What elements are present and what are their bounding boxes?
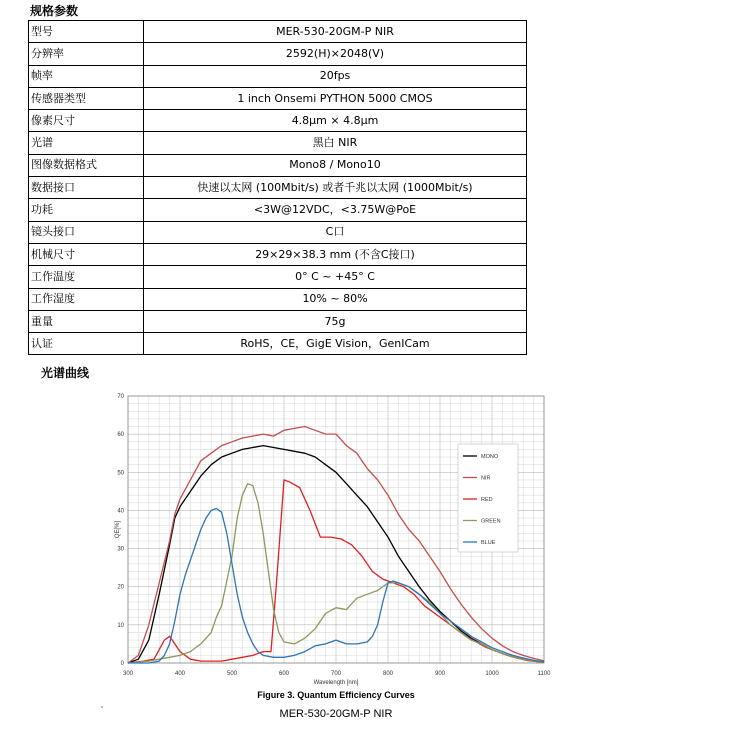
spec-row: [29, 310, 527, 332]
decorative-dot: [101, 706, 103, 708]
spec-key: 像素尺寸: [29, 110, 144, 132]
spec-row: [29, 65, 527, 87]
spec-row: [29, 333, 527, 355]
spec-row: [29, 221, 527, 243]
spec-row: [29, 154, 527, 176]
legend-entry: BLUE: [481, 540, 496, 546]
x-tick-label: 600: [278, 671, 290, 677]
spec-value: 2592(H)×2048(V): [144, 43, 527, 65]
x-tick-label: 700: [330, 671, 342, 677]
spec-key: 帧率: [29, 65, 144, 87]
spec-key: 图像数据格式: [29, 154, 144, 176]
spec-value: <3W@12VDC，<3.75W@PoE: [144, 199, 527, 221]
spec-value: 黑白 NIR: [144, 132, 527, 154]
spec-value: 1 inch Onsemi PYTHON 5000 CMOS: [144, 87, 527, 109]
spec-row: [29, 243, 527, 265]
y-tick-label: 10: [117, 622, 124, 629]
spec-value: MER-530-20GM-P NIR: [144, 21, 527, 43]
spec-row: [29, 288, 527, 310]
spec-value: 75g: [144, 310, 527, 332]
spec-value: RoHS，CE，GigE Vision，GenICam: [144, 333, 527, 355]
spec-row: [29, 87, 527, 109]
x-tick-label: 300: [122, 671, 134, 677]
spec-heading: 规格参数: [30, 4, 79, 18]
spec-key: 光谱: [29, 132, 144, 154]
figure-caption: Figure 3. Quantum Efficiency Curves: [257, 690, 415, 700]
y-tick-label: 40: [117, 508, 124, 515]
spec-value: 0° C ~ +45° C: [144, 266, 527, 288]
y-tick-label: 0: [120, 661, 124, 667]
spec-value: C口: [144, 221, 527, 243]
spec-key: 镜头接口: [29, 221, 144, 243]
spec-value: 20fps: [144, 65, 527, 87]
spec-key: 工作温度: [29, 266, 144, 288]
x-tick-label: 1100: [537, 671, 551, 677]
x-tick-label: 800: [382, 671, 394, 677]
spec-row: [29, 266, 527, 288]
qe-chart: [114, 386, 558, 686]
curve-heading: 光谱曲线: [41, 366, 90, 380]
spec-key: 型号: [29, 21, 144, 43]
spec-key: 认证: [29, 333, 144, 355]
legend-entry: GREEN: [481, 518, 501, 525]
spec-row: [29, 199, 527, 221]
spec-key: 工作湿度: [29, 288, 144, 310]
x-tick-label: 400: [174, 671, 186, 677]
spec-key: 机械尺寸: [29, 243, 144, 265]
spec-row: [29, 110, 527, 132]
x-tick-label: 500: [226, 671, 238, 677]
y-tick-label: 20: [117, 584, 124, 591]
legend-entry: RED: [481, 497, 493, 503]
legend-entry: MONO: [481, 454, 499, 460]
legend-entry: NIR: [481, 475, 491, 482]
spec-key: 重量: [29, 310, 144, 332]
x-tick-label: 1000: [485, 671, 499, 677]
spec-value: 4.8μm × 4.8μm: [144, 110, 527, 132]
x-axis-label: Wavelength [nm]: [313, 680, 359, 686]
y-tick-label: 60: [117, 432, 124, 439]
spec-key: 传感器类型: [29, 87, 144, 109]
y-tick-label: 30: [117, 546, 124, 553]
spec-row: [29, 43, 527, 65]
spec-key: 分辨率: [29, 43, 144, 65]
spec-value: 快速以太网 (100Mbit/s) 或者千兆以太网 (1000Mbit/s): [144, 177, 527, 199]
spec-row: [29, 132, 527, 154]
qe-chart-svg: [114, 386, 558, 686]
x-tick-label: 900: [434, 671, 446, 677]
y-tick-label: 70: [117, 394, 124, 400]
spec-key: 数据接口: [29, 177, 144, 199]
spec-row: [29, 177, 527, 199]
spec-value: 10% ~ 80%: [144, 288, 527, 310]
y-axis-label: QE[%]: [115, 520, 121, 539]
spec-value: 29×29×38.3 mm (不含C接口): [144, 243, 527, 265]
y-tick-label: 50: [117, 470, 124, 477]
spec-row: [29, 21, 527, 43]
spec-value: Mono8 / Mono10: [144, 154, 527, 176]
spec-table: [28, 20, 527, 355]
model-caption: MER-530-20GM-P NIR: [279, 708, 393, 720]
spec-key: 功耗: [29, 199, 144, 221]
